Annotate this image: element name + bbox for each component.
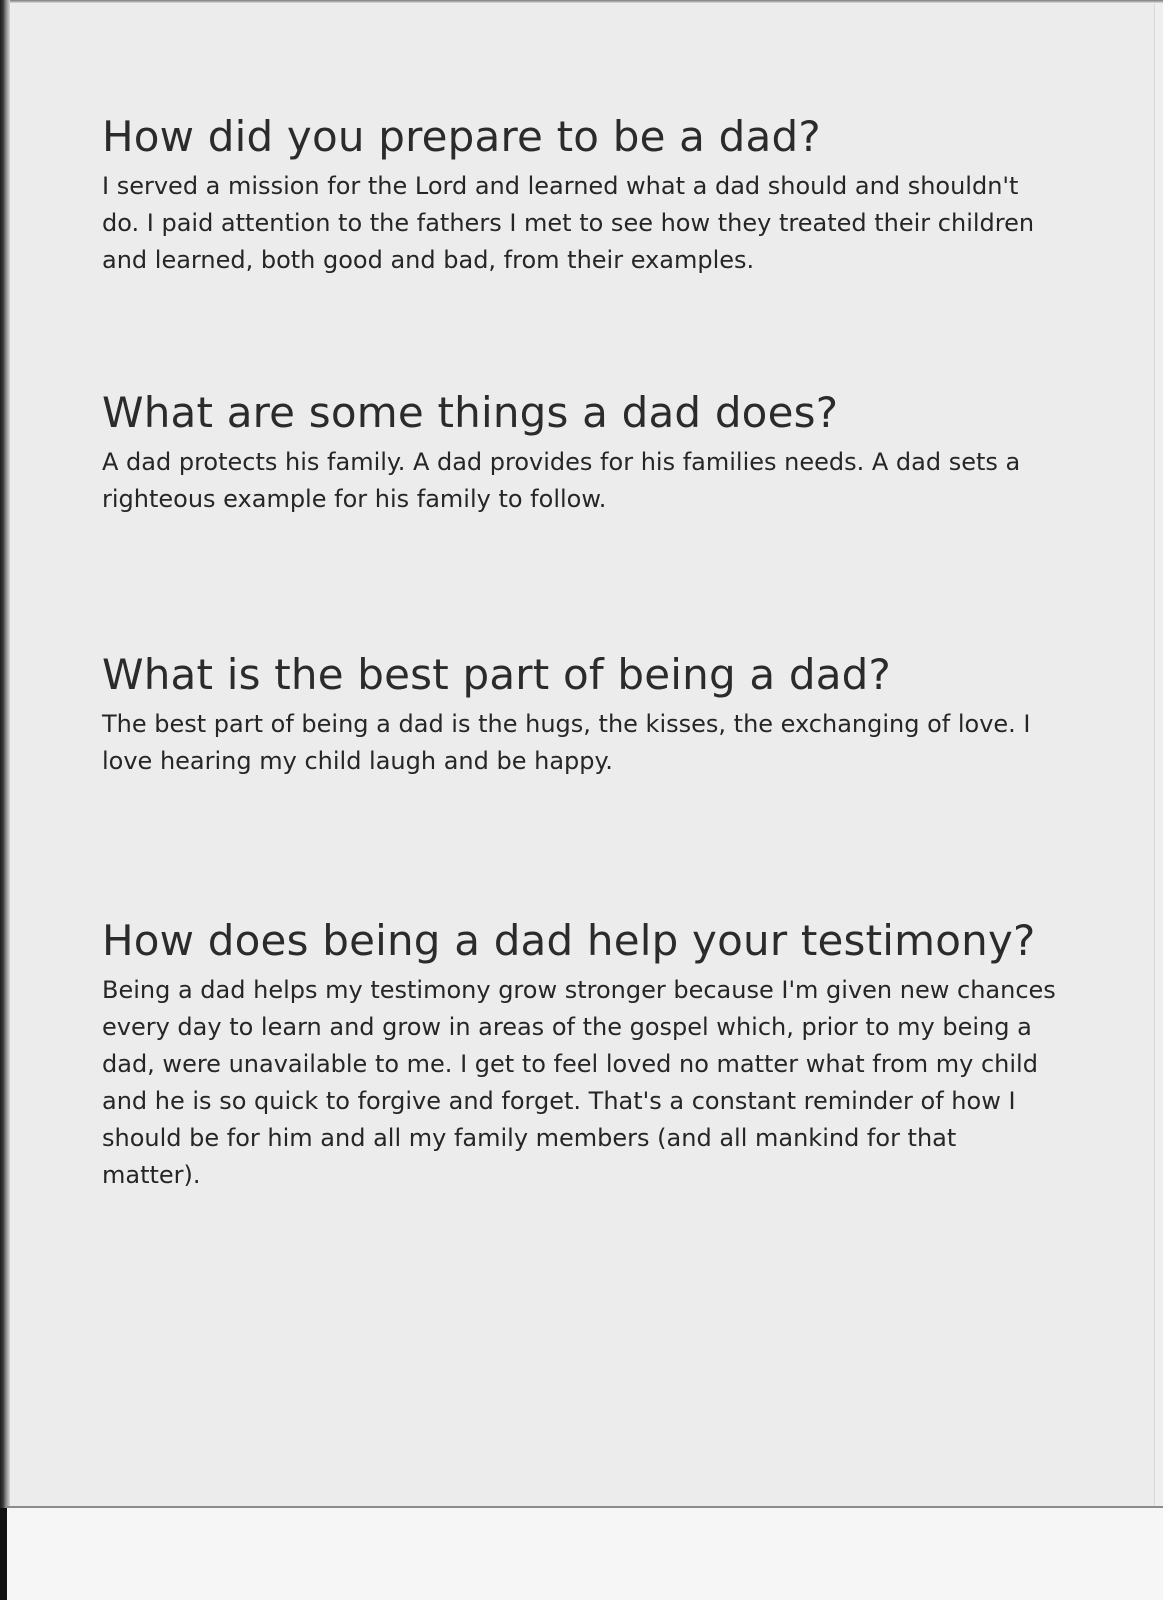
- question-heading: What is the best part of being a dad?: [102, 650, 892, 699]
- question-heading: How did you prepare to be a dad?: [102, 112, 821, 161]
- answer-text: A dad protects his family. A dad provides for his families needs. A dad sets a righteous example for his family to follow.: [102, 448, 1021, 513]
- scanner-bed-area: [0, 1508, 1163, 1600]
- question-heading: How does being a dad help your testimony?: [102, 916, 1036, 965]
- qa-block-prepare: [102, 108, 1062, 279]
- scan-top-edge: [0, 0, 1163, 3]
- answer-text: The best part of being a dad is the hugs, the kisses, the exchanging of love. I love hearing my child laugh and be happy.: [102, 710, 1031, 775]
- qa-block-things-dad-does: [102, 384, 1062, 518]
- answer-text: I served a mission for the Lord and learned what a dad should and shouldn't do. I paid attention to the fathers I met to see how they treated their children and learned, both good and bad, from their examples.: [102, 172, 1035, 274]
- answer-text: Being a dad helps my testimony grow stronger because I'm given new chances every day to learn and grow in areas of the gospel which, prior to my being a dad, were unavailable to me. I get to feel loved no matter what from my child and he is so quick to forgive and forget. That's a constant reminder of how I should be for him and all my family members (and all mankind for that matter).: [102, 976, 1056, 1189]
- qa-block-testimony: [102, 912, 1062, 1194]
- scan-left-edge: [0, 0, 10, 1600]
- question-heading: What are some things a dad does?: [102, 388, 839, 437]
- scanner-shadow-strip: [0, 1508, 7, 1600]
- qa-block-best-part: [102, 646, 1062, 780]
